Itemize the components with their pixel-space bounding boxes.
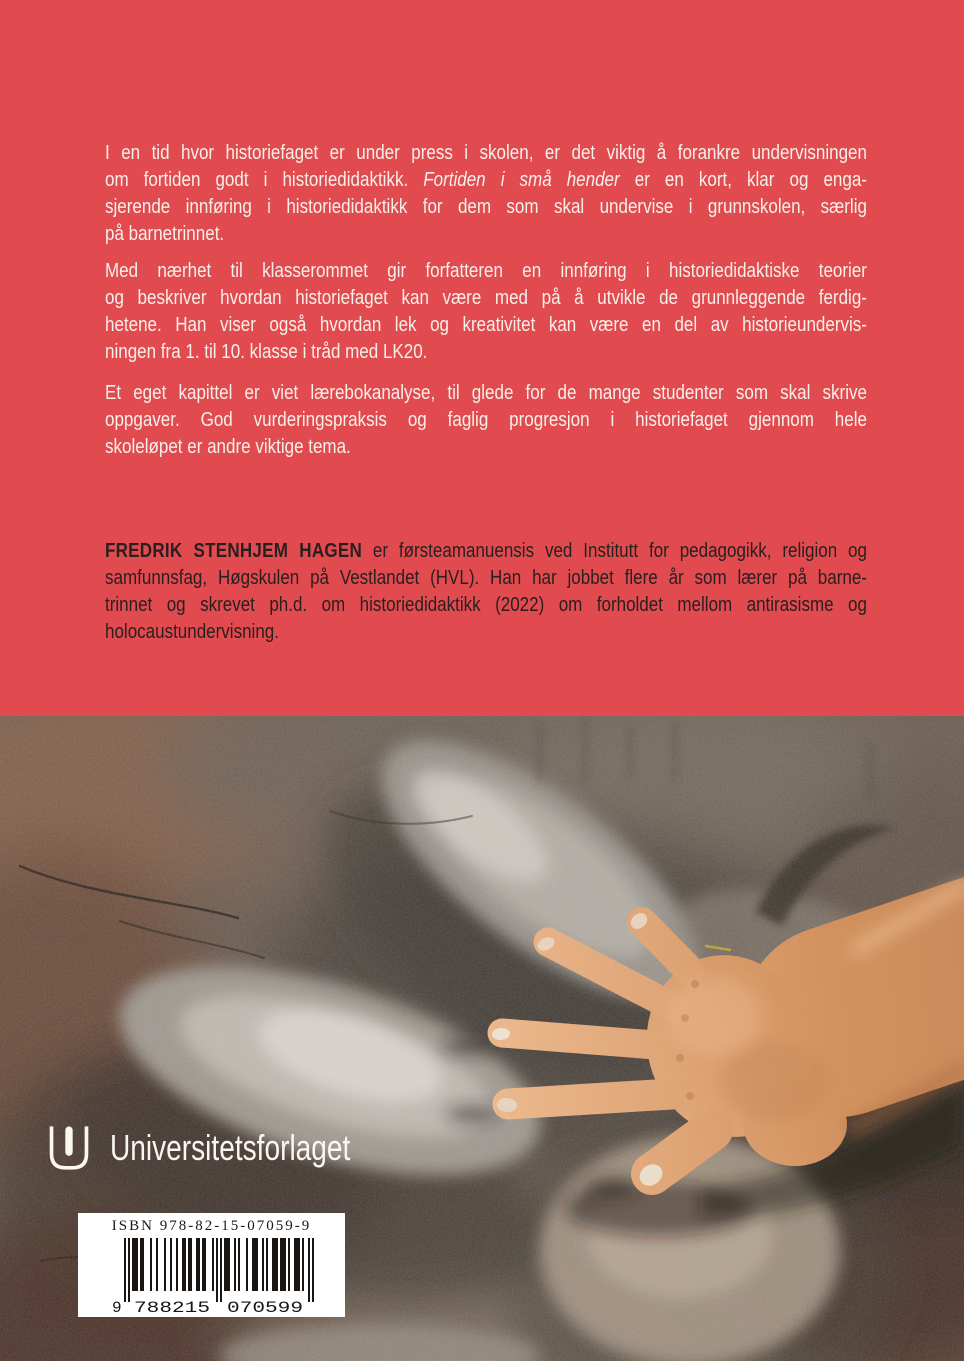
blurb-line: oppgaver. God vurderingspraksis og faglig progresjon i historiefaget gjennom hele [105,409,867,431]
barcode-bar [296,1238,298,1291]
isbn-box [78,1213,345,1317]
blurb-line: skoleløpet er andre viktige tema. [105,436,351,458]
barcode-bar [274,1238,276,1291]
barcode-bar [216,1238,218,1302]
barcode-bar [302,1238,304,1291]
blurb-line: og beskriver hvordan historiefaget kan være med på å utvikle de grunnleggende ferdig- [105,287,867,309]
barcode-bar [198,1238,200,1291]
author-bio [105,538,867,646]
barcode-bar [140,1238,142,1291]
isbn-number: ISBN 978-82-15-07059-9 [111,1218,312,1234]
barcode-bar [294,1238,296,1291]
barcode-bar [124,1238,126,1302]
blurb-paragraph-1 [105,140,867,248]
barcode-bar [226,1238,228,1291]
author-bio-line [105,538,867,565]
barcode-bar [132,1238,134,1291]
publisher-logo [46,1123,418,1173]
barcode-digits: 9 [111,1299,122,1316]
barcode-digits: 070599 [226,1299,303,1316]
footprint-photo [0,716,964,1361]
barcode-bar [224,1238,226,1291]
barcode-bar [150,1238,152,1291]
barcode-bar [188,1238,190,1291]
barcode-bar [202,1238,204,1291]
barcode-bar [272,1238,274,1291]
barcode-bar [220,1238,222,1302]
barcode-bar [228,1238,230,1291]
blurb-paragraph-3 [105,380,867,461]
barcode-bar [134,1238,136,1291]
barcode-bar [234,1238,236,1291]
blurb-line: ningen fra 1. til 10. klasse i tråd med LK20. [105,341,428,363]
blurb-text: om fortiden godt i historiedidaktikk. [105,169,424,191]
barcode-bar [252,1238,254,1291]
ean13-barcode [100,1236,324,1316]
barcode-bar [176,1238,178,1291]
blurb-paragraph-2 [105,258,867,366]
blurb-line: hetene. Han viser også hvordan lek og kreativitet kan være en del av historieundervis- [105,314,867,336]
blurb-text: er en kort, klar og enga- [619,169,867,191]
barcode-bar [204,1238,206,1291]
barcode-bar [184,1238,186,1291]
blurb-line: Med nærhet til klasserommet gir forfatteren en innføring i historiedidaktiske teorier [105,260,867,282]
barcode-bar [282,1238,284,1291]
barcode-bar [308,1238,310,1302]
barcode-bar [254,1238,256,1291]
barcode-bar [182,1238,184,1291]
blurb-line: I en tid hvor historiefaget er under press i skolen, er det viktig å forankre undervisningen [105,142,867,164]
barcode-bar [276,1238,278,1291]
barcode-bar [212,1238,214,1291]
barcode-bar [284,1238,286,1291]
barcode-bar [312,1238,314,1302]
author-bio-text: er førsteamanuensis ved Institutt for pedagogikk, religion og [362,540,867,562]
barcode-bar [142,1238,144,1291]
author-bio-line: samfunnsfag, Høgskulen på Vestlandet (HVL). Han har jobbet flere år som lærer på barne- [105,567,867,589]
blurb-line: sjerende innføring i historiedidaktikk for dem som skal undervise i grunnskolen, særlig [105,196,867,218]
blurb-line [105,167,867,194]
barcode-digits: 788215 [133,1299,210,1316]
barcode-bar [262,1238,264,1291]
barcode-bar [246,1238,248,1291]
barcode-bar [170,1238,172,1291]
author-bio-line: trinnet og skrevet ph.d. om historiedidaktikk (2022) om forholdet mellom antirasisme og [105,594,867,616]
barcode-bar [266,1238,268,1291]
barcode-bar [280,1238,282,1291]
barcode-bar [256,1238,258,1291]
author-name: FREDRIK STENHJEM HAGEN [105,540,363,562]
barcode-bar [156,1238,158,1291]
book-title-italic: Fortiden i små hender [423,169,620,191]
barcode-bar [190,1238,192,1291]
barcode-bar [288,1238,290,1291]
barcode-bar [136,1238,138,1291]
blurb-line: på barnetrinnet. [105,223,225,245]
blurb-line: Et eget kapittel er viet lærebokanalyse, til glede for de mange studenter som skal skrive [105,382,867,404]
barcode-bar [128,1238,130,1302]
publisher-name: Universitetsforlaget [110,1127,351,1168]
barcode-bar [298,1238,300,1291]
universitetsforlaget-u-logo-icon [46,1125,92,1172]
barcode-bar [164,1238,166,1291]
author-bio-line: holocaustundervisning. [105,621,279,643]
barcode-bar [196,1238,198,1291]
barcode-bar [238,1238,240,1291]
